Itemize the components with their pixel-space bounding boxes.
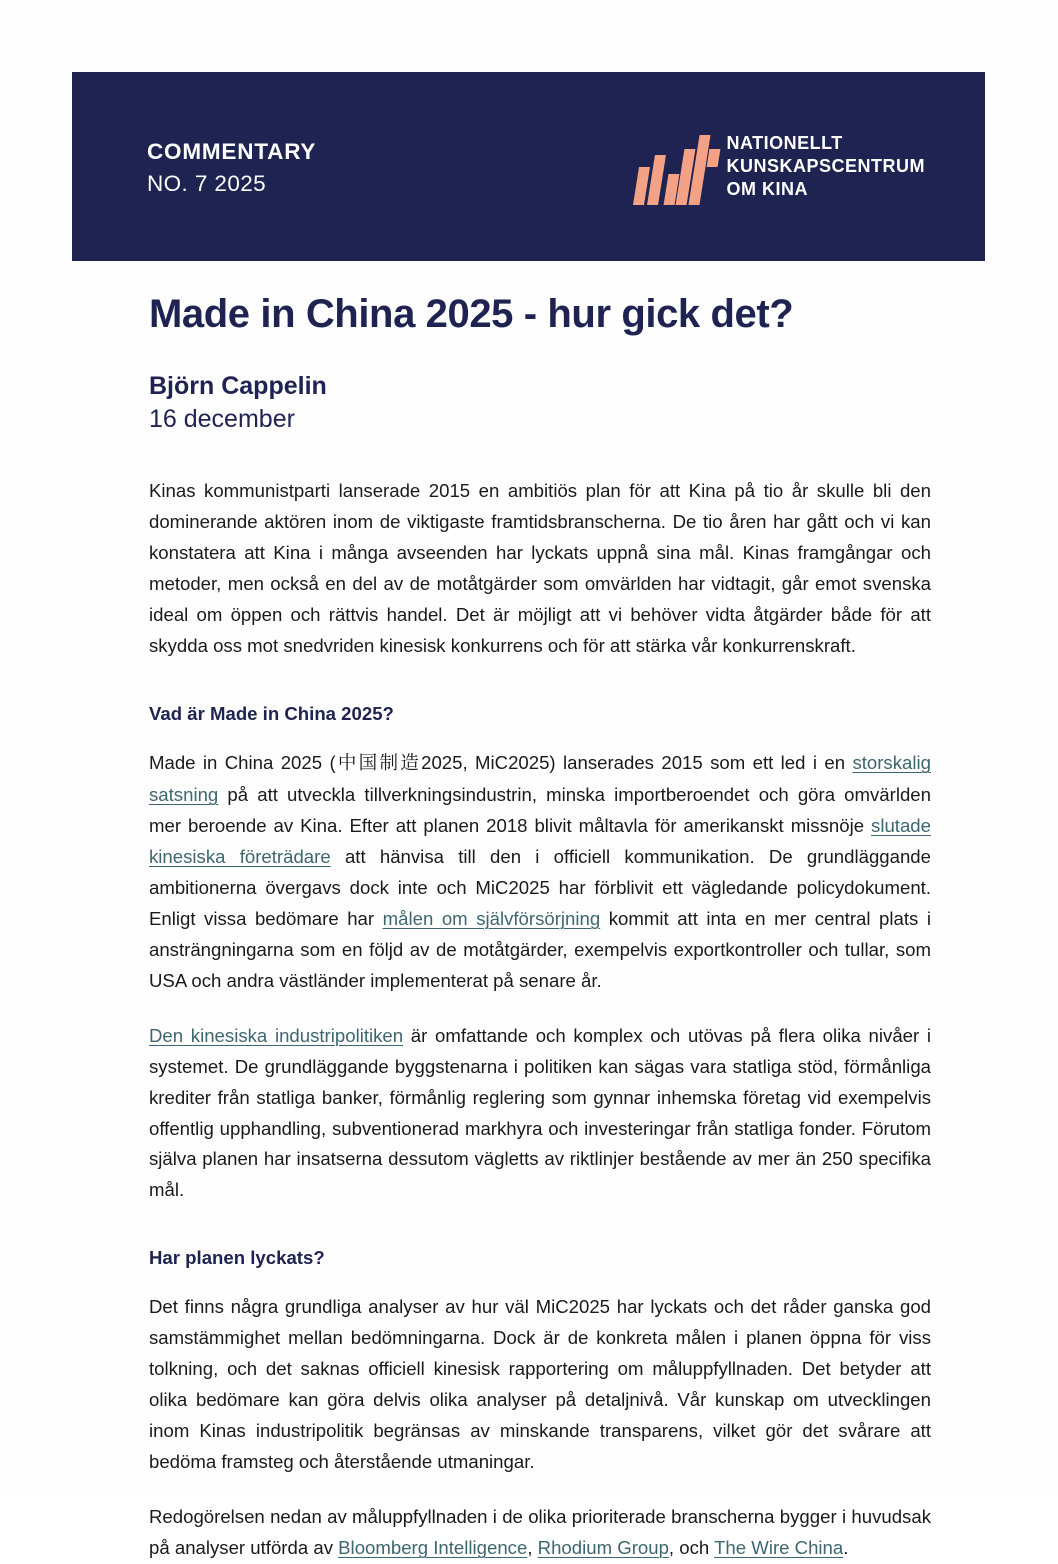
link-bloomberg-intelligence[interactable]: Bloomberg Intelligence bbox=[338, 1537, 528, 1559]
commentary-kicker: COMMENTARY bbox=[147, 139, 317, 165]
section-2-paragraph-2 bbox=[149, 1502, 931, 1564]
text-run: , och bbox=[668, 1537, 715, 1559]
section-heading-2: Har planen lyckats? bbox=[149, 1247, 325, 1269]
section-heading-1: Vad är Made in China 2025? bbox=[149, 703, 394, 725]
publication-date: 16 december bbox=[149, 404, 295, 433]
link-malen-om-sjalvforsorjning[interactable]: målen om självförsörjning bbox=[382, 907, 601, 929]
lead-paragraph: Kinas kommunistparti lanserade 2015 en ambitiös plan för att Kina på tio år skulle bli den dominerande aktören inom de viktigaste framtidsbranscherna. De tio åren har gått och vi kan konstatera att Kina i många avseenden har lyckats uppnå sina mål. Kinas framgångar och metoder, men också en del av de motåtgärder som omvärlden har vidtagit, går emot svenska ideal om öppen och rättvis handel. Det är möjligt att vi behöver vidta åtgärder både för att skydda oss mot snedvriden kinesisk konkurrens och för att stärka vår konkurrenskraft. bbox=[149, 480, 931, 657]
page-title: Made in China 2025 - hur gick det? bbox=[149, 292, 794, 336]
link-storskalig-satsning[interactable]: storskalig satsning bbox=[149, 752, 931, 805]
logo-bars-icon bbox=[634, 129, 708, 205]
link-den-kinesiska-industripolitiken[interactable]: Den kinesiska industripolitiken bbox=[149, 1024, 404, 1046]
chinese-term: 中国制造 bbox=[335, 753, 422, 775]
logo-wordmark-line1: NATIONELLT bbox=[726, 133, 843, 154]
logo-wordmark bbox=[726, 132, 925, 200]
link-the-wire-china[interactable]: The Wire China bbox=[714, 1537, 844, 1559]
logo-wordmark-line3: OM KINA bbox=[726, 178, 808, 199]
link-rhodium-group[interactable]: Rhodium Group bbox=[537, 1537, 669, 1559]
text-run: . bbox=[843, 1537, 849, 1559]
document-content bbox=[149, 292, 931, 1564]
text-run: att hänvisa till den i officiell kommunikation. De grundläggande ambitionerna övergavs dock inte och MiC2025 har förblivit ett vägledande policydokument. Enligt vissa bedömare har bbox=[149, 845, 931, 929]
text-run: 2025, MiC2025) lanserades 2015 som ett led i en bbox=[421, 752, 853, 774]
text-run: Redogörelsen nedan av måluppfyllnaden i de olika prioriterade branscherna bygger i huvudsak på analyser utförda av bbox=[149, 1506, 931, 1559]
text-run: är omfattande och komplex och utövas på flera olika nivåer i systemet. De grundläggande byggstenarna i politiken kan sägas vara statliga stöd, förmånliga krediter från statliga banker, förmånlig reglering som gynnar inhemska företag vid exempelvis offentlig upphandling, subventionerad markhyra och investeringar från statliga fonder. Förutom själva planen har insatserna dessutom vägletts av riktlinjer bestående av mer än 250 specifika mål. bbox=[149, 1024, 932, 1201]
section-2-paragraph-1: Det finns några grundliga analyser av hur väl MiC2025 har lyckats och det råder ganska god samstämmighet mellan bedömningarna. Dock är de konkreta målen i planen öppna för viss tolkning, och det saknas officiell kinesisk rapportering om måluppfyllnaden. Det betyder att olika bedömare kan göra delvis olika analyser på detaljnivå. Vår kunskap om utvecklingen inom Kinas industripolitik begränsas av minskande transparens, vilket gör det svårare att bedöma framsteg och återstående utmaningar. bbox=[149, 1296, 931, 1473]
text-run: , bbox=[527, 1537, 538, 1559]
header-title-block bbox=[147, 138, 316, 198]
commentary-issue-number: NO. 7 2025 bbox=[147, 171, 267, 197]
link-slutade-kinesiska-foretradare[interactable]: slutade kinesiska företrädare bbox=[149, 814, 931, 867]
text-run: Made in China 2025 ( bbox=[149, 752, 336, 774]
text-run: kommit att inta en mer central plats i ansträngningarna som en följd av de motåtgärder, exempelvis exportkontroller och tullar, som USA och andra västländer implementerat på senare år. bbox=[149, 907, 931, 991]
text-run: på att utveckla tillverkningsindustrin, minska importberoendet och göra omvärlden mer beroende av Kina. Efter att planen 2018 blivit måltavla för amerikanskt missnöje bbox=[149, 784, 931, 836]
organization-logo bbox=[634, 129, 925, 205]
logo-wordmark-line2: KUNSKAPSCENTRUM bbox=[726, 156, 925, 177]
author-name: Björn Cappelin bbox=[149, 371, 327, 400]
section-1-paragraph-2 bbox=[149, 1021, 931, 1207]
header-band bbox=[72, 72, 985, 261]
section-1-paragraph-1 bbox=[149, 748, 931, 997]
